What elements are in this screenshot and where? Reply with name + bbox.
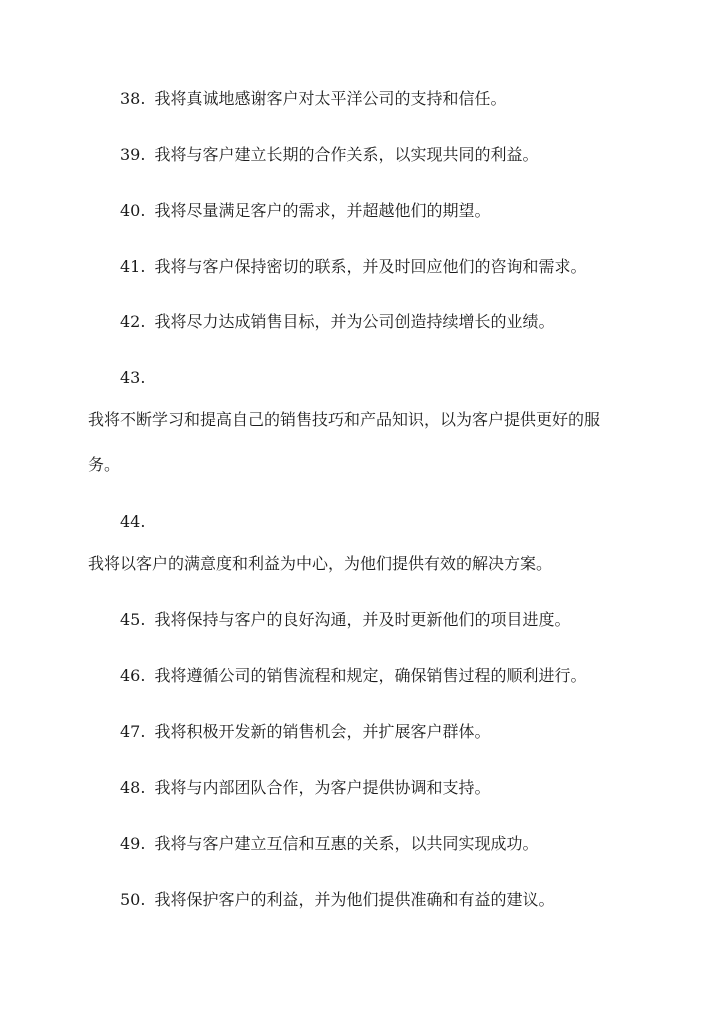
list-item: [120, 88, 506, 110]
item-number: 42.: [120, 312, 146, 331]
item-text: 我将与客户建立长期的合作关系，以实现共同的利益。: [154, 145, 539, 164]
item-number: 50.: [120, 890, 146, 909]
list-item: [120, 665, 586, 687]
list-item: [120, 833, 538, 855]
list-item: [120, 200, 490, 222]
item-text: 我将积极开发新的销售机会，并扩展客户群体。: [154, 722, 491, 741]
list-item: [120, 609, 570, 631]
item-number: 40.: [120, 201, 146, 220]
item-text-continued: 务。: [88, 455, 121, 474]
item-text: 我将不断学习和提高自己的销售技巧和产品知识，以为客户提供更好的服: [88, 410, 601, 429]
item-number: 41.: [120, 257, 146, 276]
item-text: 我将尽力达成销售目标，并为公司创造持续增长的业绩。: [154, 312, 555, 331]
item-number: 39.: [120, 145, 146, 164]
list-item: [120, 721, 490, 743]
list-item: [120, 889, 554, 911]
item-number: 45.: [120, 610, 146, 629]
item-text: 我将与客户保持密切的联系，并及时回应他们的咨询和需求。: [154, 257, 587, 276]
item-number: 47.: [120, 722, 146, 741]
item-number: 38.: [120, 89, 146, 108]
item-number: 44.: [120, 512, 146, 531]
item-text: 我将真诚地感谢客户对太平洋公司的支持和信任。: [154, 89, 507, 108]
list-item: [120, 777, 490, 799]
item-number: 43.: [120, 368, 146, 387]
item-text: 我将与内部团队合作，为客户提供协调和支持。: [154, 778, 491, 797]
item-text: 我将尽量满足客户的需求，并超越他们的期望。: [154, 201, 491, 220]
list-item: [120, 144, 538, 166]
item-number: 49.: [120, 834, 146, 853]
item-text: 我将以客户的满意度和利益为中心，为他们提供有效的解决方案。: [88, 554, 553, 573]
item-text: 我将保护客户的利益，并为他们提供准确和有益的建议。: [154, 890, 555, 909]
item-text: 我将遵循公司的销售流程和规定，确保销售过程的顺利进行。: [154, 666, 587, 685]
item-text: 我将保持与客户的良好沟通，并及时更新他们的项目进度。: [154, 610, 571, 629]
list-item: [120, 256, 586, 278]
item-text: 我将与客户建立互信和互惠的关系，以共同实现成功。: [154, 834, 539, 853]
list-item: [120, 311, 554, 333]
item-number: 46.: [120, 666, 146, 685]
item-number: 48.: [120, 778, 146, 797]
